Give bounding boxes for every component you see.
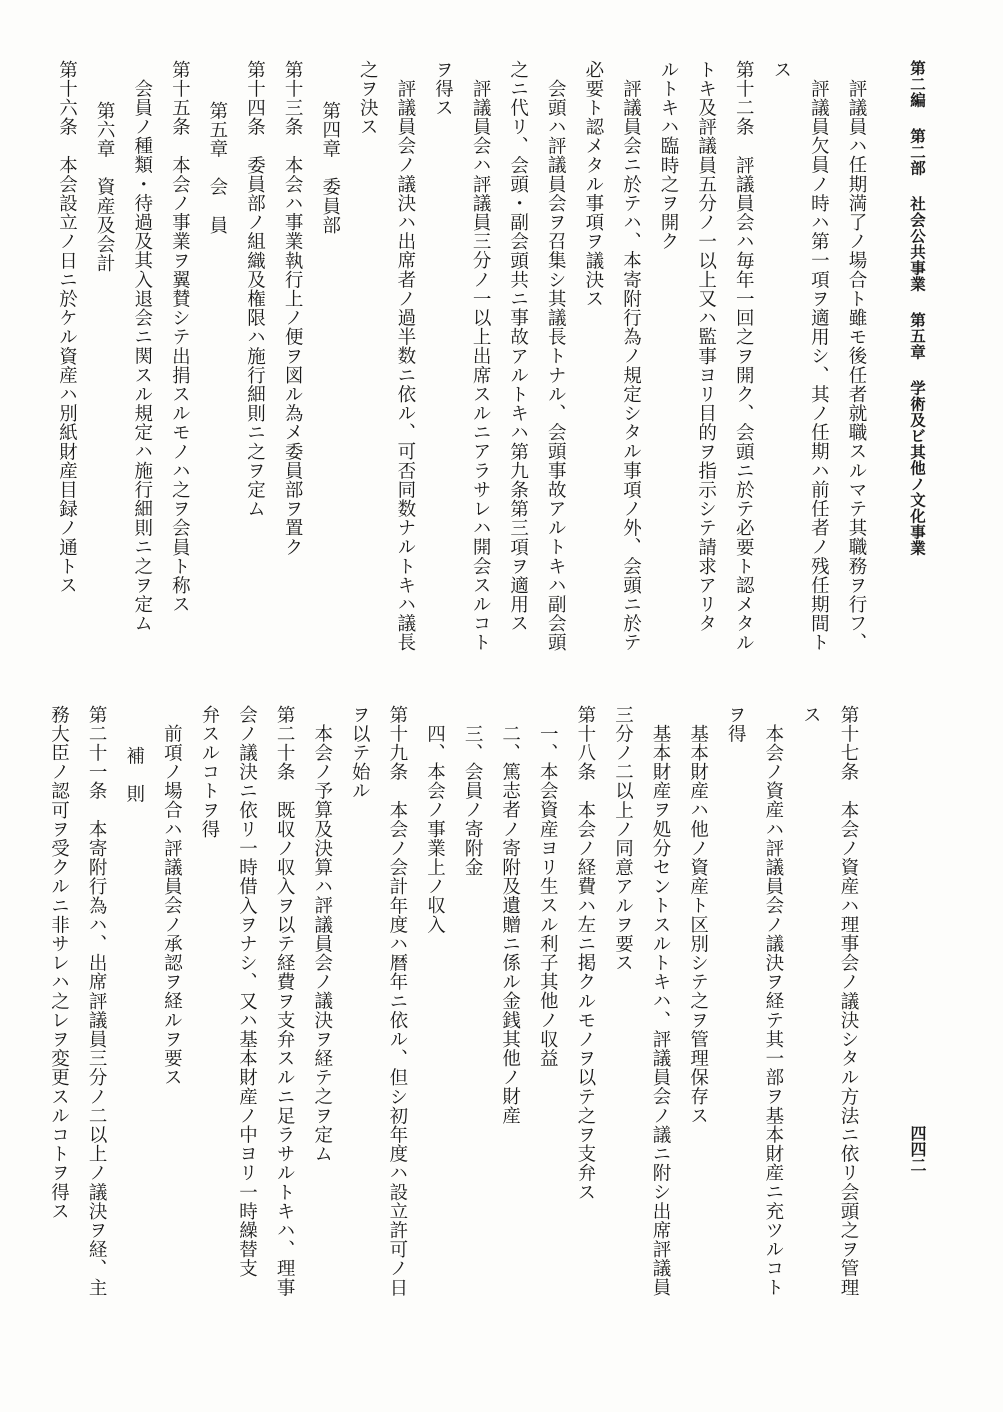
- text-line: ヲ得ス: [432, 60, 454, 118]
- text-line: 前項ノ場合ハ評議員会ノ承認ヲ経ルヲ要ス: [161, 723, 183, 1087]
- header-chapter: 第五章: [908, 312, 927, 360]
- text-line: 本会ノ資産ハ評議員会ノ議決ヲ経テ其一部ヲ基本財産ニ充ツルコト: [762, 723, 784, 1297]
- lower-text-block: [48, 705, 867, 1298]
- text-line: 必要ト認メタル事項ヲ議決ス: [582, 60, 604, 309]
- text-line: ヲ以テ始ル: [349, 705, 371, 801]
- text-line: 第十二条 評議員会ハ毎年一回之ヲ開ク、会頭ニ於テ必要ト認メタル: [733, 60, 755, 653]
- chapter-heading: 第五章 会 員: [206, 100, 228, 235]
- text-line: 基本財産ハ他ノ資産ト区別シテ之ヲ管理保存ス: [687, 723, 709, 1125]
- text-line: ス: [800, 705, 822, 725]
- text-line: 之ニ代リ、会頭・副会頭共ニ事故アルトキハ第九条第三項ヲ適用ス: [507, 60, 529, 633]
- header-part: 第二部: [908, 128, 927, 176]
- text-line: 会ノ議決ニ依リ一時借入ヲナシ、又ハ基本財産ノ中ヨリ一時繰替支: [236, 705, 258, 1278]
- text-line: 第十八条 本会ノ経費ハ左ニ掲クルモノヲ以テ之ヲ支弁ス: [574, 705, 596, 1202]
- chapter-heading: 第四章 委員部: [319, 100, 341, 235]
- text-line: 之ヲ決ス: [357, 60, 379, 137]
- page-number: 四四二: [908, 1125, 927, 1173]
- text-line: 務大臣ノ認可ヲ受クルニ非サレハ之レヲ変更スルコトヲ得ス: [48, 705, 70, 1221]
- text-line: 会員ノ種類・待過及其入退会ニ関スル規定ハ施行細則ニ之ヲ定ム: [131, 78, 153, 633]
- text-line: 第十四条 委員部ノ組織及権限ハ施行細則ニ之ヲ定ム: [244, 60, 266, 519]
- text-line: 第二十条 既収ノ収入ヲ以テ経費ヲ支弁スルニ足ラサルトキハ、理事: [274, 705, 296, 1298]
- text-line: ヲ得: [725, 705, 747, 744]
- text-line: 第十六条 本会設立ノ日ニ於ケル資産ハ別紙財産目録ノ通トス: [56, 60, 78, 595]
- text-line: 会頭ハ評議員会ヲ召集シ其議長トナル、会頭事故アルトキハ副会頭: [545, 78, 567, 652]
- chapter-heading: 第六章 資産及会計: [94, 100, 116, 273]
- text-line: 一、本会資産ヨリ生スル利子其他ノ収益: [537, 723, 559, 1068]
- text-line: 第十三条 本会ハ事業執行上ノ便ヲ図ル為メ委員部ヲ置ク: [282, 60, 304, 557]
- text-line: 評議員会ニ於テハ、本寄附行為ノ規定シタル事項ノ外、会頭ニ於テ: [620, 78, 642, 652]
- text-line: 四、本会ノ事業上ノ収入: [424, 723, 446, 934]
- text-line: トキ及評議員五分ノ一以上又ハ監事ヨリ目的ヲ指示シテ請求アリタ: [695, 60, 717, 633]
- header-chapter-title: 学術及ビ其他ノ文化事業: [908, 380, 927, 556]
- text-line: ルトキハ臨時之ヲ開ク: [658, 60, 680, 251]
- text-line: 評議員会ハ評議員三分ノ一以上出席スルニアラサレハ開会スルコト: [470, 78, 492, 652]
- text-line: 三分ノ二以上ノ同意アルヲ要ス: [612, 705, 634, 973]
- text-line: 本会ノ予算及決算ハ評議員会ノ議決ヲ経テ之ヲ定ム: [311, 723, 333, 1163]
- chapter-heading: 補 則: [123, 745, 145, 803]
- text-line: 第十七条 本会ノ資産ハ理事会ノ議決シタル方法ニ依リ会頭之ヲ管理: [838, 705, 859, 1298]
- running-header: [900, 60, 934, 740]
- text-line: 三、会員ノ寄附金: [462, 723, 484, 877]
- text-line: 第十九条 本会ノ会計年度ハ暦年ニ依ル、但シ初年度ハ設立許可ノ日: [386, 705, 408, 1298]
- text-line: 弁スルコトヲ得: [198, 705, 220, 839]
- text-line: 第十五条 本会ノ事業ヲ翼賛シテ出捐スルモノハ之ヲ会員ト称ス: [169, 60, 191, 614]
- text-line: 基本財産ヲ処分セントスルトキハ、評議員会ノ議ニ附シ出席評議員: [650, 723, 672, 1297]
- text-line: 評議員欠員ノ時ハ第一項ヲ適用シ、其ノ任期ハ前任者ノ残任期間ト: [808, 78, 830, 652]
- text-line: 二、篤志者ノ寄附及遺贈ニ係ル金銭其他ノ財産: [499, 723, 521, 1125]
- upper-text-block: [56, 60, 875, 660]
- header-section: 社会公共事業: [908, 196, 927, 292]
- header-volume: 第二編: [908, 60, 927, 108]
- text-line: 評議員ハ任期満了ノ場合ト雖モ後任者就職スルマテ其職務ヲ行フ、: [846, 78, 867, 652]
- text-line: ス: [770, 60, 792, 80]
- text-line: 第二十一条 本寄附行為ハ、出席評議員三分ノ二以上ノ議決ヲ経、主: [86, 705, 108, 1298]
- text-line: 評議員会ノ議決ハ出席者ノ過半数ニ依ル、可否同数ナルトキハ議長: [394, 78, 416, 652]
